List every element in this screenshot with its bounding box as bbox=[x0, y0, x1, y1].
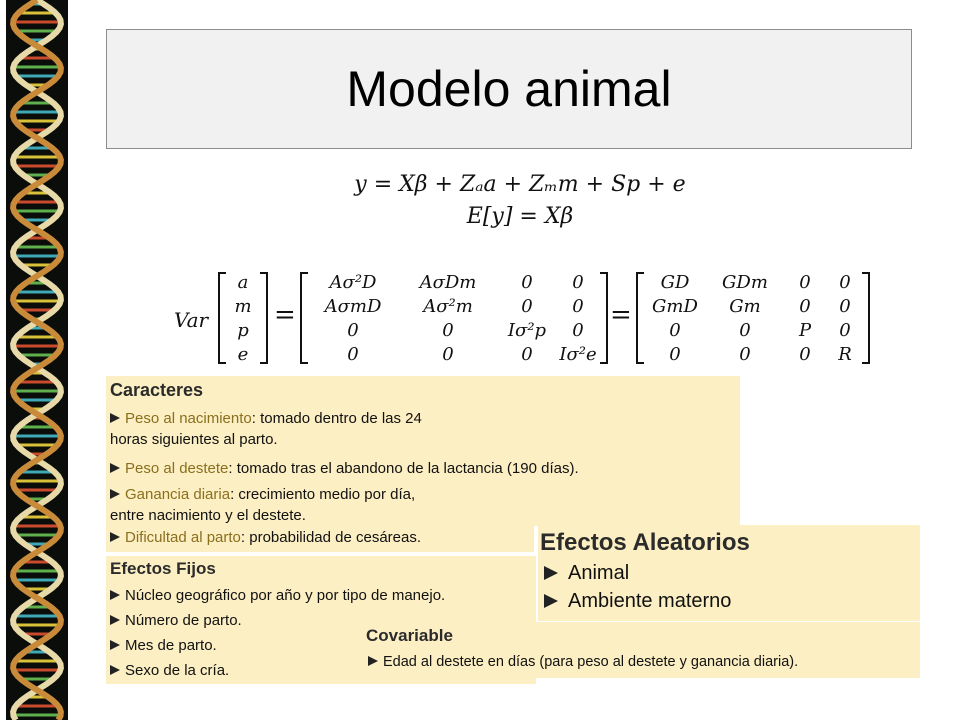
term-label: Ganancia diaria bbox=[125, 486, 231, 503]
matrix-cell: GmD bbox=[652, 295, 698, 317]
matrix-cell: 0 bbox=[347, 343, 359, 365]
g-matrix-bracket-left bbox=[636, 272, 644, 364]
matrix-cell: 0 bbox=[799, 271, 811, 293]
vector-bracket-left bbox=[218, 272, 226, 364]
dna-helix-decoration bbox=[0, 0, 76, 720]
efectos-aleatorios-box bbox=[538, 525, 920, 621]
matrix-cell: 0 bbox=[521, 295, 533, 317]
slide-title: Modelo animal bbox=[346, 61, 672, 117]
term-description: : crecimiento medio por día, bbox=[230, 486, 416, 503]
dificultad-box bbox=[106, 524, 534, 552]
matrix-cell: 0 bbox=[521, 343, 533, 365]
list-item bbox=[368, 652, 798, 673]
matrix-cell: Aσ²D bbox=[329, 271, 377, 293]
dna-helix-icon bbox=[0, 0, 76, 720]
random-vector bbox=[226, 270, 260, 366]
term-description: : tomado tras el abandono de la lactancia (190 días). bbox=[228, 460, 579, 477]
matrix-cell: 0 bbox=[442, 343, 454, 365]
term-label: Peso al destete bbox=[125, 460, 229, 477]
list-item bbox=[110, 408, 422, 450]
matrix-cell: 0 bbox=[572, 319, 584, 341]
vector-element: m bbox=[234, 295, 252, 317]
matrix-cell: 0 bbox=[799, 295, 811, 317]
caracteres-box bbox=[106, 376, 740, 526]
matrix-cell: R bbox=[838, 343, 852, 365]
efectos-fijos-title: Efectos Fijos bbox=[110, 559, 216, 578]
caracteres-title: Caracteres bbox=[110, 380, 204, 400]
matrix-cell: Iσ²e bbox=[559, 343, 597, 365]
bullet-triangle-icon bbox=[110, 489, 120, 499]
list-item bbox=[110, 458, 579, 479]
sigma-matrix-bracket-right bbox=[600, 272, 608, 364]
item-text: Animal bbox=[568, 562, 630, 584]
term-description-cont: horas siguientes al parto. bbox=[110, 431, 278, 448]
matrix-cell: 0 bbox=[839, 271, 851, 293]
matrix-cell: 0 bbox=[347, 319, 359, 341]
matrix-cell: 0 bbox=[739, 343, 751, 365]
bullet-triangle-icon bbox=[368, 656, 378, 666]
bullet-triangle-icon bbox=[110, 640, 120, 650]
vector-element: a bbox=[237, 271, 249, 293]
list-item bbox=[544, 591, 731, 612]
matrix-cell: P bbox=[798, 319, 812, 341]
model-equation: y = Xβ + Zₐa + Zₘm + Sp + e bbox=[354, 172, 686, 197]
matrix-cell: 0 bbox=[572, 271, 584, 293]
vector-bracket-right bbox=[260, 272, 268, 364]
bullet-triangle-icon bbox=[110, 532, 120, 542]
title-box bbox=[106, 29, 912, 149]
bullet-triangle-icon bbox=[110, 463, 120, 473]
bullet-triangle-icon bbox=[110, 413, 120, 423]
equals-sign: = bbox=[274, 300, 296, 330]
bullet-triangle-icon bbox=[110, 590, 120, 600]
matrix-cell: 0 bbox=[739, 319, 751, 341]
matrix-cell: GDm bbox=[722, 271, 768, 293]
covariable-title: Covariable bbox=[366, 626, 453, 645]
vector-element: e bbox=[237, 343, 249, 365]
matrix-cell: 0 bbox=[572, 295, 584, 317]
expectation-equation: E[y] = Xβ bbox=[466, 204, 574, 229]
item-text: Sexo de la cría. bbox=[125, 662, 230, 679]
term-label: Peso al nacimiento bbox=[125, 410, 252, 427]
sigma-matrix-bracket-left bbox=[300, 272, 308, 364]
bullet-triangle-icon bbox=[544, 566, 558, 580]
equals-sign: = bbox=[610, 300, 632, 330]
bullet-triangle-icon bbox=[110, 665, 120, 675]
term-description: : probabilidad de cesáreas. bbox=[240, 529, 422, 546]
matrix-cell: Aσ²m bbox=[423, 295, 473, 317]
matrix-cell: 0 bbox=[839, 319, 851, 341]
item-text: Número de parto. bbox=[125, 612, 242, 629]
matrix-cell: 0 bbox=[669, 343, 681, 365]
g-matrix-bracket-right bbox=[862, 272, 870, 364]
sigma-matrix bbox=[308, 270, 600, 366]
matrix-cell: Gm bbox=[729, 295, 761, 317]
matrix-cell: 0 bbox=[839, 295, 851, 317]
vector-element: p bbox=[237, 319, 249, 341]
matrix-cell: AσDm bbox=[419, 271, 477, 293]
efectos-aleatorios-title: Efectos Aleatorios bbox=[540, 529, 750, 556]
matrix-cell: GD bbox=[660, 271, 690, 293]
list-item bbox=[110, 610, 242, 631]
item-text: Núcleo geográfico por año y por tipo de manejo. bbox=[125, 587, 446, 604]
g-matrix bbox=[644, 270, 864, 366]
list-item bbox=[110, 660, 229, 681]
bullet-triangle-icon bbox=[110, 615, 120, 625]
bullet-triangle-icon bbox=[544, 594, 558, 608]
covariable-box bbox=[362, 622, 920, 678]
item-text: Mes de parto. bbox=[125, 637, 217, 654]
matrix-cell: AσmD bbox=[324, 295, 382, 317]
matrix-cell: 0 bbox=[521, 271, 533, 293]
matrix-cell: 0 bbox=[669, 319, 681, 341]
matrix-cell: 0 bbox=[799, 343, 811, 365]
item-text: Ambiente materno bbox=[568, 590, 732, 612]
list-item bbox=[110, 585, 445, 606]
list-item bbox=[110, 527, 421, 548]
matrix-cell: 0 bbox=[442, 319, 454, 341]
list-item bbox=[544, 563, 629, 584]
var-label: Var bbox=[174, 308, 209, 332]
list-item bbox=[110, 635, 217, 656]
matrix-cell: Iσ²p bbox=[507, 319, 547, 341]
item-text: Edad al destete en días (para peso al destete y ganancia diaria). bbox=[383, 654, 799, 670]
term-description: : tomado dentro de las 24 bbox=[251, 410, 422, 427]
term-description-cont: entre nacimiento y el destete. bbox=[110, 507, 306, 524]
term-label: Dificultad al parto bbox=[125, 529, 241, 546]
list-item bbox=[110, 484, 415, 526]
